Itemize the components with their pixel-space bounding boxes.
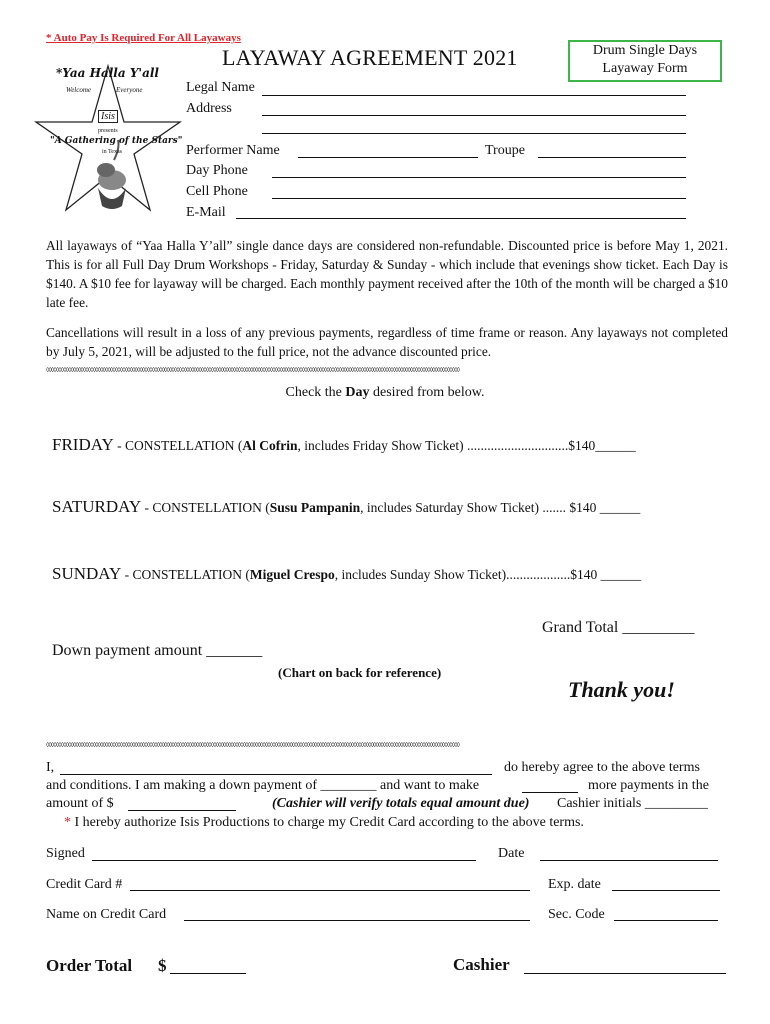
day-name: FRIDAY xyxy=(52,435,114,454)
check-day-word: Day xyxy=(345,385,370,400)
day-option-sunday[interactable] xyxy=(52,564,641,584)
grand-total[interactable]: Grand Total _________ xyxy=(542,619,695,636)
cashier-field[interactable] xyxy=(524,973,726,974)
email-field[interactable] xyxy=(236,218,686,219)
authorize-star: * xyxy=(64,815,71,830)
day-instructor: Miguel Crespo xyxy=(249,567,335,582)
day-suffix: , includes Saturday Show Ticket) ....... $140 ______ xyxy=(360,500,641,515)
logo-name: *Yaa Halla Y'all xyxy=(56,66,159,80)
order-total-dollar: $ xyxy=(158,956,167,975)
address-field-line1[interactable] xyxy=(262,115,686,116)
check-prefix: Check the xyxy=(285,385,342,400)
date-label: Date xyxy=(498,846,525,861)
day-prefix: - CONSTELLATION ( xyxy=(121,567,250,582)
agreement-name-field[interactable] xyxy=(60,774,492,775)
day-name: SATURDAY xyxy=(52,497,142,516)
performer-name-field[interactable] xyxy=(298,157,478,158)
down-payment[interactable]: Down payment amount _______ xyxy=(52,642,263,659)
agreement-line2-a: and conditions. I am making a down payment of ________ and want to make xyxy=(46,778,480,793)
logo-location: in Texas xyxy=(102,149,122,155)
ornament-divider-top: ◊◊◊◊◊◊◊◊◊◊◊◊◊◊◊◊◊◊◊◊◊◊◊◊◊◊◊◊◊◊◊◊◊◊◊◊◊◊◊◊◊◊◊◊◊◊◊◊◊◊◊◊◊◊◊◊◊◊◊◊◊◊◊◊◊◊◊◊◊◊◊◊◊◊◊◊◊◊◊◊◊◊◊◊◊◊◊◊◊◊◊◊◊◊◊◊◊◊◊◊◊◊◊◊◊◊◊◊◊◊◊◊◊◊◊◊◊◊◊◊◊◊◊◊◊◊◊◊◊◊◊◊◊◊◊◊◊◊◊◊◊◊◊◊◊◊◊◊◊◊◊◊◊◊◊◊◊◊◊◊◊◊◊◊◊◊◊◊ xyxy=(46,367,460,373)
authorize-statement xyxy=(64,815,584,831)
logo-isis: Isis xyxy=(98,110,118,123)
troupe-field[interactable] xyxy=(538,157,686,158)
exp-date-label: Exp. date xyxy=(548,877,601,892)
day-suffix: , includes Sunday Show Ticket)...................$140 ______ xyxy=(334,567,642,582)
terms-paragraph-1: All layaways of “Yaa Halla Y’all” single dance days are considered non-refundable. Discounted price is before May 1, 2021. This is for all Full Day Drum Workshops - Friday, Saturday & Sunday - which include that evenings show ticket. Each Day is $140. A $10 fee for layaway will be charged. Each monthly payment received after the 10th of the month will be charged a $10 late fee. xyxy=(46,238,728,310)
thank-you: Thank you! xyxy=(568,677,675,702)
day-option-friday[interactable] xyxy=(52,435,636,455)
logo-tagline-right: Everyone xyxy=(116,86,143,94)
address-label: Address xyxy=(186,101,232,116)
exp-date-field[interactable] xyxy=(612,890,720,891)
agreement-amount-field[interactable] xyxy=(128,810,236,811)
day-suffix: , includes Friday Show Ticket) ..............................$140______ xyxy=(297,438,636,453)
check-suffix: desired from below. xyxy=(373,385,485,400)
day-phone-field[interactable] xyxy=(272,177,686,178)
signature-field[interactable] xyxy=(92,860,476,861)
cashier-verify-note: (Cashier will verify totals equal amount due) xyxy=(272,796,530,811)
ornament-divider-bottom: ◊◊◊◊◊◊◊◊◊◊◊◊◊◊◊◊◊◊◊◊◊◊◊◊◊◊◊◊◊◊◊◊◊◊◊◊◊◊◊◊◊◊◊◊◊◊◊◊◊◊◊◊◊◊◊◊◊◊◊◊◊◊◊◊◊◊◊◊◊◊◊◊◊◊◊◊◊◊◊◊◊◊◊◊◊◊◊◊◊◊◊◊◊◊◊◊◊◊◊◊◊◊◊◊◊◊◊◊◊◊◊◊◊◊◊◊◊◊◊◊◊◊◊◊◊◊◊◊◊◊◊◊◊◊◊◊◊◊◊◊◊◊◊◊◊◊◊◊◊◊◊◊◊◊◊◊◊◊◊◊◊◊◊◊◊◊◊◊ xyxy=(46,742,460,748)
credit-card-label: Credit Card # xyxy=(46,877,123,892)
cell-phone-field[interactable] xyxy=(272,198,686,199)
terms-paragraph-2: Cancellations will result in a loss of any previous payments, regardless of time frame or reason. Any layaways not completed by July 5, 2021, will be adjusted to the full price, not the advance discounted price. xyxy=(46,325,728,359)
sec-code-label: Sec. Code xyxy=(548,907,605,922)
check-day-instruction xyxy=(0,385,770,401)
address-field-line2[interactable] xyxy=(262,133,686,134)
order-total-field[interactable] xyxy=(170,973,246,974)
name-on-card-field[interactable] xyxy=(184,920,530,921)
sec-code-field[interactable] xyxy=(614,920,718,921)
logo-tagline-left: Welcome xyxy=(66,86,92,94)
order-total-label: Order Total xyxy=(46,956,133,975)
agreement-agree-text: do hereby agree to the above terms xyxy=(504,760,700,775)
day-prefix: - CONSTELLATION ( xyxy=(141,500,270,515)
cashier-initials[interactable]: Cashier initials _________ xyxy=(557,796,708,811)
signed-label: Signed xyxy=(46,846,85,861)
autopay-note: * Auto Pay Is Required For All Layaways xyxy=(46,32,241,44)
name-on-card-label: Name on Credit Card xyxy=(46,907,167,922)
event-logo xyxy=(26,60,186,220)
agreement-line2-b: more payments in the xyxy=(588,778,709,793)
day-prefix: - CONSTELLATION ( xyxy=(113,438,243,453)
day-phone-label: Day Phone xyxy=(186,163,248,178)
form-box-line1: Drum Single Days xyxy=(592,43,698,58)
date-field[interactable] xyxy=(540,860,718,861)
form-type-box xyxy=(568,40,722,82)
day-instructor: Al Cofrin xyxy=(242,438,298,453)
cashier-label: Cashier xyxy=(453,955,510,974)
legal-name-field[interactable] xyxy=(262,95,686,96)
email-label: E-Mail xyxy=(186,205,226,220)
troupe-label: Troupe xyxy=(485,143,525,158)
page-title: LAYAWAY AGREEMENT 2021 xyxy=(222,45,518,70)
payments-count-field[interactable] xyxy=(522,792,578,793)
day-instructor: Susu Pampanin xyxy=(269,500,361,515)
day-option-saturday[interactable] xyxy=(52,497,640,517)
credit-card-field[interactable] xyxy=(130,890,530,891)
day-name: SUNDAY xyxy=(52,564,122,583)
legal-name-label: Legal Name xyxy=(186,80,255,95)
cell-phone-label: Cell Phone xyxy=(186,184,248,199)
agreement-i-label: I, xyxy=(46,760,55,775)
form-box-line2: Layaway Form xyxy=(602,61,688,76)
logo-presents: presents xyxy=(98,128,118,134)
authorize-text: I hereby authorize Isis Productions to charge my Credit Card according to the above terms. xyxy=(74,815,584,830)
chart-note: (Chart on back for reference) xyxy=(278,665,442,680)
performer-name-label: Performer Name xyxy=(186,143,280,158)
logo-event: "A Gathering of the Stars" xyxy=(50,136,183,146)
agreement-amount-label: amount of $ xyxy=(46,796,114,811)
